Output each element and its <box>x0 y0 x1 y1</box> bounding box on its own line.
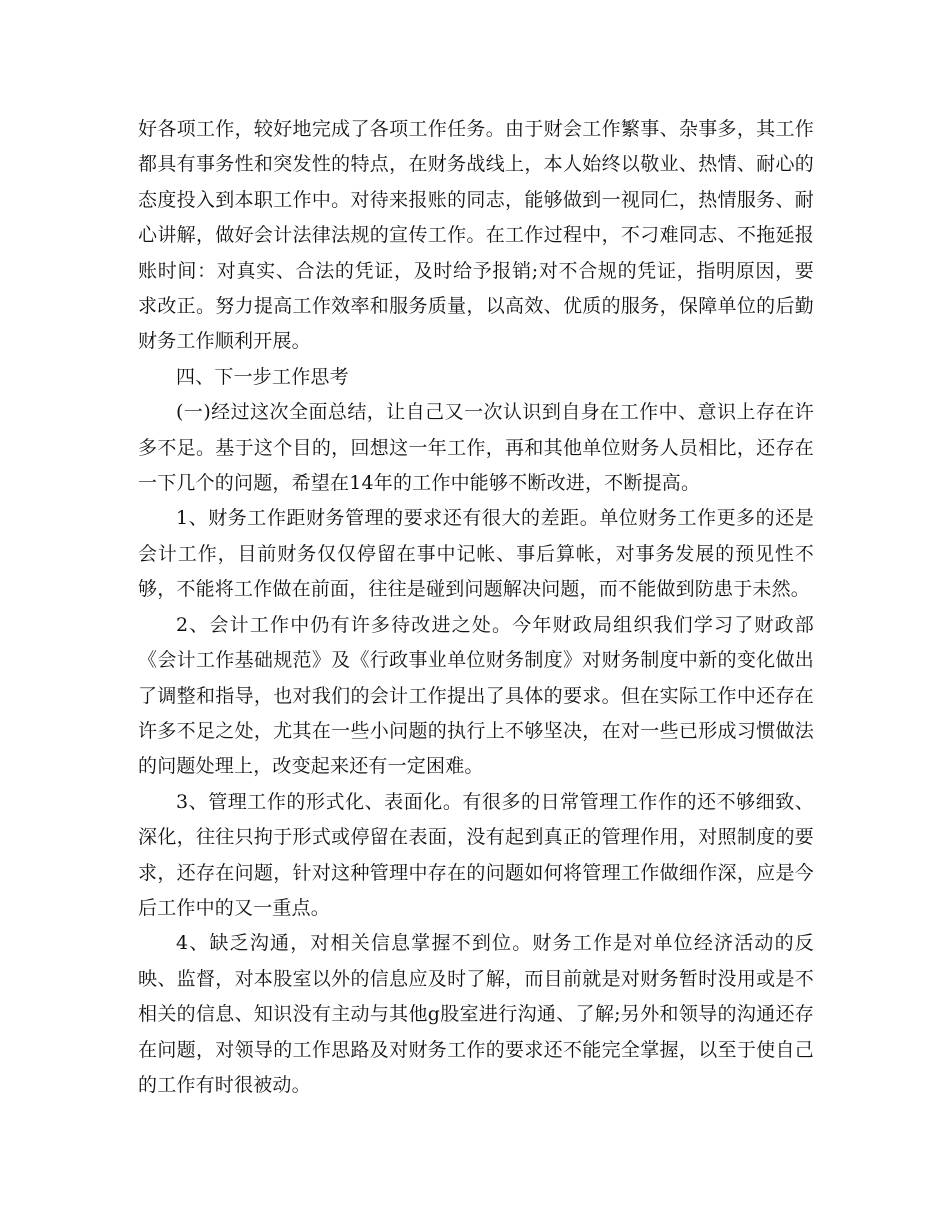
paragraph-item-3: 3、管理工作的形式化、表面化。有很多的日常管理工作作的还不够细致、深化，往往只拘于形式或停留在表面，没有起到真正的管理作用，对照制度的要求，还存在问题，针对这种管理中存在的问题如何将管理工作做细作深，应是今后工作中的又一重点。 <box>138 790 814 919</box>
paragraph-summary: (一)经过这次全面总结，让自己又一次认识到自身在工作中、意识上存在许多不足。基于这个目的，回想这一年工作，再和其他单位财务人员相比，还存在一下几个的问题，希望在14年的工作中能够不断改进，不断提高。 <box>138 401 814 495</box>
section-heading-next-steps: 四、下一步工作思考 <box>176 365 349 388</box>
paragraph-item-2: 2、会计工作中仍有许多待改进之处。今年财政局组织我们学习了财政部《会计工作基础规范》及《行政事业单位财务制度》对财务制度中新的变化做出了调整和指导，也对我们的会计工作提出了具体的要求。但在实际工作中还存在许多不足之处，尤其在一些小问题的执行上不够坚决，在对一些已形成习惯做法的问题处理上，改变起来还有一定困难。 <box>138 613 814 778</box>
paragraph-item-4: 4、缺乏沟通，对相关信息掌握不到位。财务工作是对单位经济活动的反映、监督，对本股室以外的信息应及时了解，而目前就是对财务暂时没用或是不相关的信息、知识没有主动与其他g股室进行沟通、了解;另外和领导的沟通还存在问题，对领导的工作思路及对财务工作的要求还不能完全掌握，以至于使自己的工作有时很被动。 <box>138 932 814 1096</box>
document-body <box>138 112 814 1103</box>
paragraph-item-1: 1、财务工作距财务管理的要求还有很大的差距。单位财务工作更多的还是会计工作，目前财务仅仅停留在事中记帐、事后算帐，对事务发展的预见性不够，不能将工作做在前面，往往是碰到问题解决问题，而不能做到防患于未然。 <box>138 507 814 601</box>
paragraph-continuation: 好各项工作，较好地完成了各项工作任务。由于财会工作繁事、杂事多，其工作都具有事务性和突发性的特点，在财务战线上，本人始终以敬业、热情、耐心的态度投入到本职工作中。对待来报账的同志，能够做到一视同仁，热情服务、耐心讲解，做好会计法律法规的宣传工作。在工作过程中，不刁难同志、不拖延报账时间：对真实、合法的凭证，及时给予报销;对不合规的凭证，指明原因，要求改正。努力提高工作效率和服务质量，以高效、优质的服务，保障单位的后勤财务工作顺利开展。 <box>138 118 814 353</box>
